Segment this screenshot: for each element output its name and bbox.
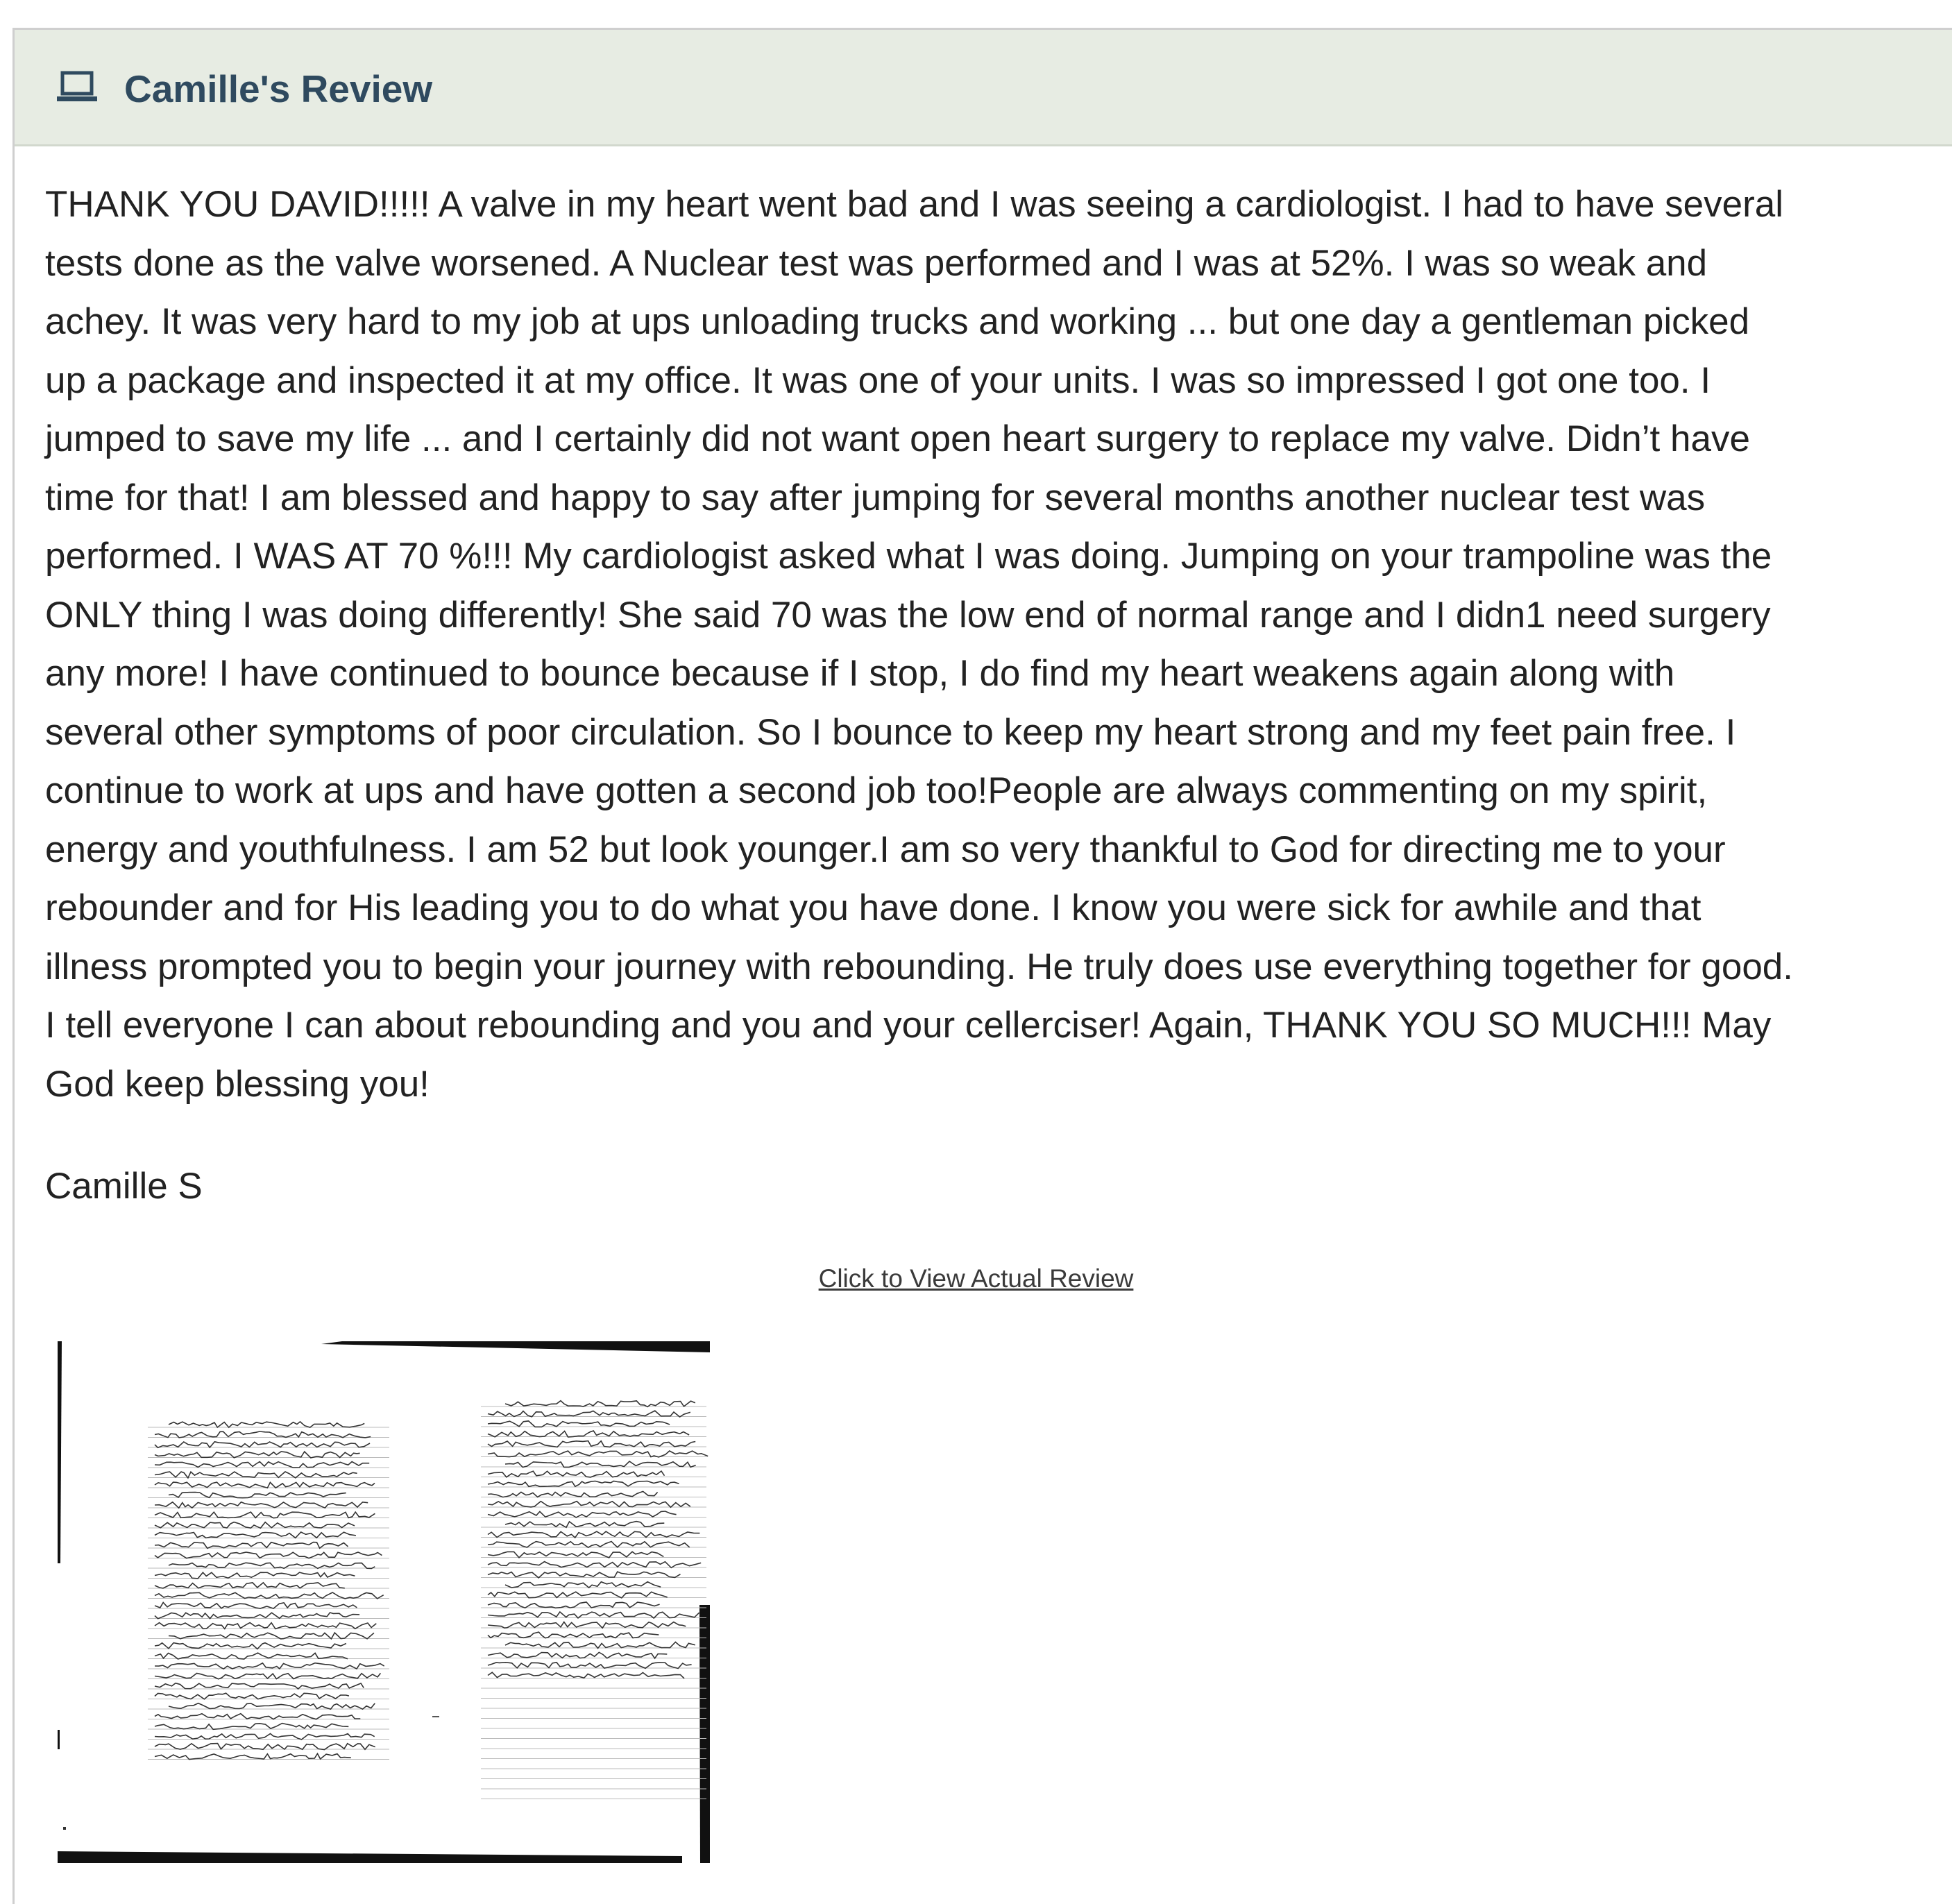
handwriting-stroke bbox=[505, 1522, 664, 1528]
handwriting-stroke bbox=[488, 1612, 699, 1618]
review-line: illness prompted you to begin your journey with rebounding. He truly does use everything together for good. bbox=[45, 946, 1794, 987]
handwriting-stroke bbox=[155, 1753, 351, 1759]
handwriting-stroke bbox=[488, 1622, 686, 1629]
handwriting-stroke bbox=[488, 1441, 695, 1447]
handwriting-stroke bbox=[169, 1563, 375, 1568]
handwriting-stroke bbox=[488, 1471, 665, 1477]
review-line: I tell everyone I can about rebounding and you and your cellerciser! Again, THANK YOU SO MUCH!!! May bbox=[45, 1005, 1772, 1046]
view-actual-review-link[interactable]: Click to View Actual Review bbox=[818, 1264, 1134, 1293]
review-line: energy and youthfulness. I am 52 but look younger.I am so very thankful to God for directing me to your bbox=[45, 828, 1726, 870]
review-line: ONLY thing I was doing differently! She said 70 was the low end of normal range and I didn1 need surgery bbox=[45, 594, 1771, 636]
handwriting-stroke bbox=[155, 1532, 356, 1538]
review-line: tests done as the valve worsened. A Nuclear test was performed and I was at 52%. I was so weak and bbox=[45, 242, 1708, 284]
review-signature: Camille S bbox=[45, 1166, 203, 1207]
handwriting-stroke bbox=[155, 1472, 357, 1478]
review-line: achey. It was very hard to my job at ups unloading trucks and working ... but one day a gentleman picked bbox=[45, 301, 1750, 342]
handwriting-stroke bbox=[155, 1431, 371, 1438]
handwriting-stroke bbox=[155, 1592, 384, 1599]
handwriting-stroke bbox=[155, 1653, 348, 1659]
handwriting-stroke bbox=[505, 1401, 695, 1407]
handwriting-stroke bbox=[155, 1452, 360, 1458]
review-line: time for that! I am blessed and happy to say after jumping for several months another nuclear test was bbox=[45, 477, 1706, 518]
letter-page-left bbox=[148, 1422, 389, 1760]
handwriting-stroke bbox=[155, 1693, 349, 1699]
handwriting-stroke bbox=[155, 1683, 364, 1689]
handwriting-stroke bbox=[488, 1552, 663, 1558]
handwriting-stroke bbox=[488, 1562, 701, 1568]
handwriting-stroke bbox=[155, 1512, 375, 1518]
handwriting-stroke bbox=[155, 1613, 359, 1619]
handwriting-stroke bbox=[488, 1572, 681, 1578]
handwriting-stroke bbox=[488, 1592, 668, 1598]
handwriting-stroke bbox=[169, 1422, 364, 1427]
review-line: continue to work at ups and have gotten a second job too!People are always commenting on my spirit, bbox=[45, 770, 1708, 811]
handwriting-stroke bbox=[488, 1511, 677, 1518]
review-line: rebounder and for His leading you to do what you have done. I know you were sick for awhile and that bbox=[45, 887, 1701, 928]
handwriting-stroke bbox=[488, 1491, 658, 1497]
letter-page-right bbox=[481, 1401, 708, 1799]
handwriting-stroke bbox=[155, 1623, 376, 1629]
handwriting-stroke bbox=[155, 1522, 355, 1529]
review-line: any more! I have continued to bounce because if I stop, I do find my heart weakens again along with bbox=[45, 653, 1675, 694]
handwriting-stroke bbox=[488, 1502, 690, 1508]
handwritten-letter-image[interactable] bbox=[58, 1341, 710, 1863]
handwriting-stroke bbox=[505, 1461, 696, 1468]
handwriting-stroke bbox=[155, 1744, 375, 1750]
review-line: performed. I WAS AT 70 %!!! My cardiologist asked what I was doing. Jumping on your trampoline was the bbox=[45, 536, 1772, 577]
handwriting-stroke bbox=[155, 1542, 348, 1549]
handwriting-stroke bbox=[155, 1714, 360, 1719]
handwriting-stroke bbox=[155, 1482, 375, 1488]
handwriting-stroke bbox=[155, 1442, 370, 1448]
handwriting-stroke bbox=[488, 1602, 660, 1608]
handwriting-stroke bbox=[169, 1493, 346, 1498]
handwriting-stroke bbox=[155, 1724, 348, 1730]
review-line: THANK YOU DAVID!!!!! A valve in my heart went bad and I was seeing a cardiologist. I had to have several bbox=[45, 184, 1784, 225]
review-line: God keep blessing you! bbox=[45, 1063, 430, 1105]
handwriting-stroke bbox=[155, 1502, 368, 1508]
laptop-icon bbox=[56, 70, 98, 105]
review-line: up a package and inspected it at my office. It was one of your units. I was so impressed I got one too. I bbox=[45, 359, 1711, 401]
handwriting-stroke bbox=[488, 1411, 690, 1417]
handwriting-stroke bbox=[505, 1582, 661, 1588]
handwriting-stroke bbox=[488, 1652, 667, 1658]
handwriting-stroke bbox=[488, 1481, 679, 1487]
handwriting-stroke bbox=[169, 1703, 375, 1710]
handwriting-stroke bbox=[155, 1673, 380, 1678]
handwriting-stroke bbox=[155, 1462, 369, 1468]
review-line: jumped to save my life ... and I certainly did not want open heart surgery to replace my valve. Didn’t have bbox=[45, 418, 1750, 459]
handwriting-stroke bbox=[488, 1663, 692, 1669]
handwriting-stroke bbox=[155, 1643, 346, 1649]
handwriting-stroke bbox=[488, 1672, 684, 1678]
handwriting-stroke bbox=[488, 1451, 708, 1457]
handwriting-stroke bbox=[488, 1431, 689, 1437]
review-title: Camille's Review bbox=[124, 67, 433, 110]
handwriting-stroke bbox=[488, 1542, 690, 1548]
handwriting-stroke bbox=[155, 1663, 384, 1669]
handwriting-stroke bbox=[505, 1642, 695, 1649]
review-line: several other symptoms of poor circulation. So I bounce to keep my heart strong and my feet pain free. I bbox=[45, 711, 1736, 753]
handwriting-stroke bbox=[488, 1421, 670, 1427]
review-text bbox=[45, 176, 1919, 1114]
handwriting-stroke bbox=[155, 1552, 382, 1558]
handwriting-stroke bbox=[155, 1603, 357, 1609]
handwriting-stroke bbox=[488, 1632, 659, 1638]
handwriting-stroke bbox=[155, 1734, 375, 1740]
review-header bbox=[15, 30, 1952, 146]
handwriting-stroke bbox=[488, 1531, 699, 1538]
handwriting-stroke bbox=[169, 1633, 374, 1639]
handwriting-stroke bbox=[155, 1583, 345, 1588]
handwriting-stroke bbox=[155, 1572, 355, 1579]
